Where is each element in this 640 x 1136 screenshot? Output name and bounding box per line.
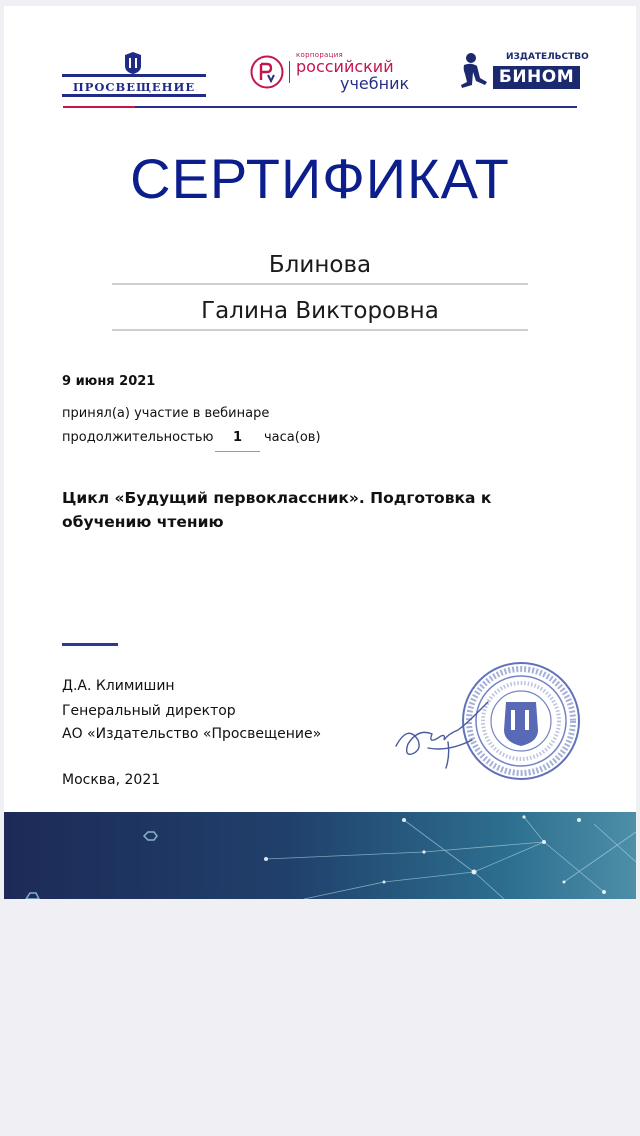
duration-hours: 1 (232, 430, 243, 445)
prosveshchenie-logo-icon (124, 52, 142, 74)
logo-textbook-label: учебник (340, 74, 410, 93)
ru-circle-logo-icon (250, 55, 284, 89)
prosveshchenie-logo-text: ПРОСВЕЩЕНИЕ (72, 80, 196, 94)
prosveshchenie-logo (62, 52, 206, 102)
logo-russian-label: российский (296, 57, 394, 76)
recipient-surname: Блинова (268, 252, 372, 278)
signatory-position: Генеральный директор (62, 703, 236, 719)
header-divider-accent (63, 106, 135, 108)
given-names-underline (112, 329, 528, 331)
participation-text: принял(а) участие в вебинаре (62, 406, 270, 421)
certificate-title: СЕРТИФИКАТ (130, 147, 510, 210)
duration-label: продолжительностью (62, 430, 214, 445)
signature-accent-line (62, 643, 118, 646)
handwritten-signature (388, 694, 498, 774)
event-date: 9 июня 2021 (62, 374, 156, 389)
header-divider (63, 106, 577, 108)
city-year: Москва, 2021 (62, 772, 161, 788)
logo-line-bottom (62, 94, 206, 97)
course-title: Цикл «Будущий первоклассник». Подготовка к обучению чтению (62, 489, 492, 531)
binom-name-box: БИНОМ (493, 66, 580, 89)
certificate-page (4, 6, 636, 899)
duration-unit: часа(ов) (264, 430, 321, 445)
binom-publisher-label: ИЗДАТЕЛЬСТВО (506, 52, 589, 62)
signatory-name: Д.А. Климишин (62, 678, 175, 694)
logo-divider (289, 61, 290, 83)
binom-logo (458, 50, 589, 94)
recipient-given-names: Галина Викторовна (201, 298, 439, 324)
signatory-organization: АО «Издательство «Просвещение» (62, 726, 322, 742)
footer-network-banner (4, 812, 636, 899)
logo-corporation-label: корпорация (296, 51, 344, 59)
surname-underline (112, 283, 528, 285)
binom-figure-icon (458, 52, 488, 90)
russian-textbook-logo (250, 52, 420, 96)
logo-line-top (62, 74, 206, 77)
hours-underline (215, 451, 260, 452)
